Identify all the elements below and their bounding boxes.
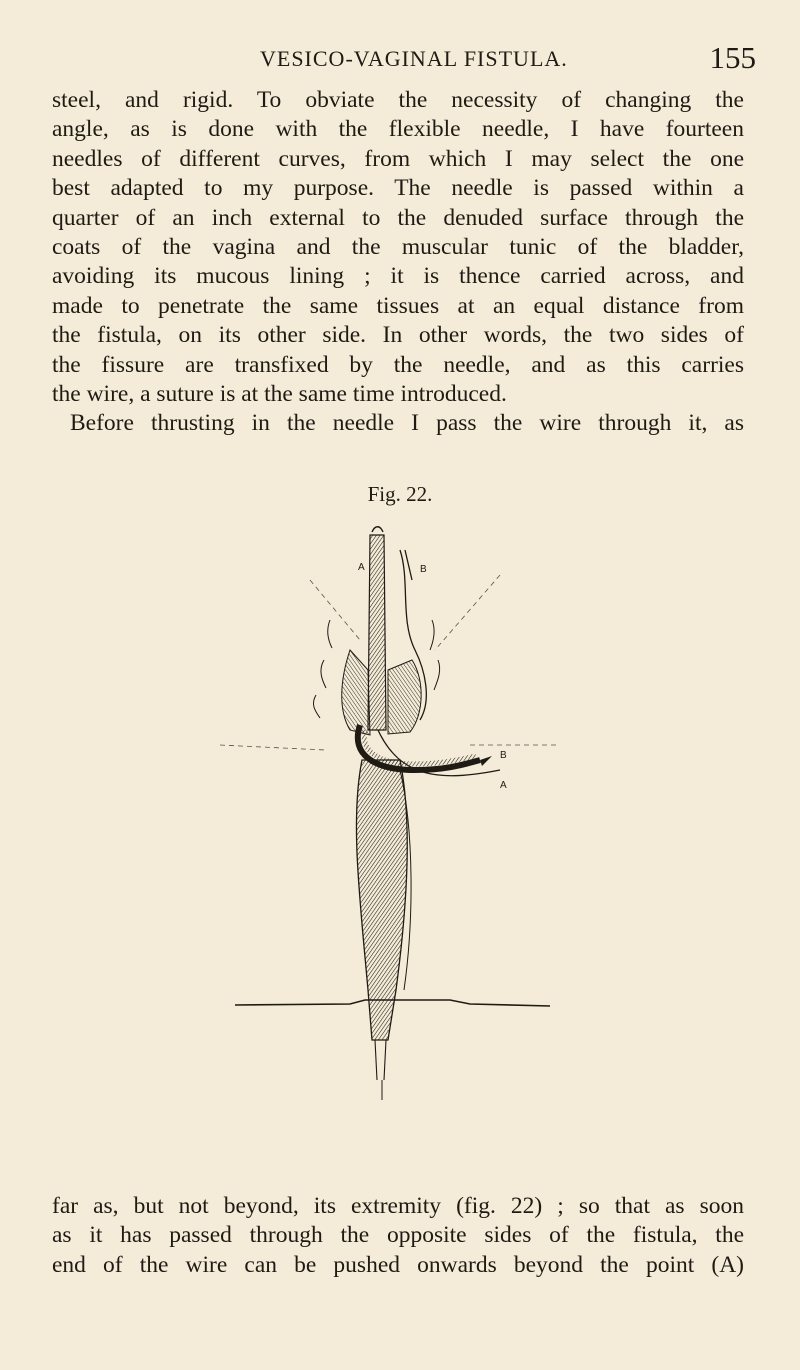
figure-caption: Fig. 22. [367, 482, 433, 506]
needle-figure [200, 520, 600, 1170]
text-line: the wire, a suture is at the same time introduced. [52, 381, 507, 408]
text-line: avoiding its mucous lining ; it is thence carried across, and [52, 263, 744, 290]
label-b-right: B [500, 750, 507, 761]
label-a-right: A [500, 780, 507, 791]
running-head [260, 40, 760, 80]
body-paragraph-top [52, 86, 744, 439]
text-line: the fistula, on its other side. In other words, the two sides of [52, 322, 744, 349]
tissue-right [388, 660, 421, 734]
tissue-left [342, 650, 370, 735]
text-line: far as, but not beyond, its extremity (fig. 22) ; so that as soon [52, 1193, 744, 1219]
needle-shaft-upper [368, 527, 386, 730]
text-line: quarter of an inch external to the denuded surface through the [52, 204, 744, 231]
text-line: needles of different curves, from which I may select the one [52, 145, 744, 172]
text-line: coats of the vagina and the muscular tunic of the bladder, [52, 234, 744, 261]
text-line: as it has passed through the opposite sides of the fistula, the [52, 1222, 744, 1249]
text-line: Before thrusting in the needle I pass the wire through it, as [70, 410, 744, 437]
text-line: best adapted to my purpose. The needle is passed within a [52, 175, 744, 202]
label-a-top: A [358, 562, 365, 573]
needle-shaft-lower [356, 760, 411, 1100]
text-line: angle, as is done with the flexible needle, I have fourteen [52, 116, 744, 143]
text-line: steel, and rigid. To obviate the necessity of changing the [52, 87, 744, 113]
body-paragraph-bottom [52, 1192, 744, 1280]
needle-illustration [200, 520, 600, 1170]
label-b-top: B [420, 564, 427, 575]
text-line: made to penetrate the same tissues at an equal distance from [52, 292, 744, 319]
running-title: VESICO-VAGINAL FISTULA. [260, 46, 568, 71]
page-number: 155 [709, 40, 756, 75]
text-line: the fissure are transfixed by the needle, and as this carries [52, 351, 744, 378]
text-line: end of the wire can be pushed onwards beyond the point (A) [52, 1251, 744, 1278]
